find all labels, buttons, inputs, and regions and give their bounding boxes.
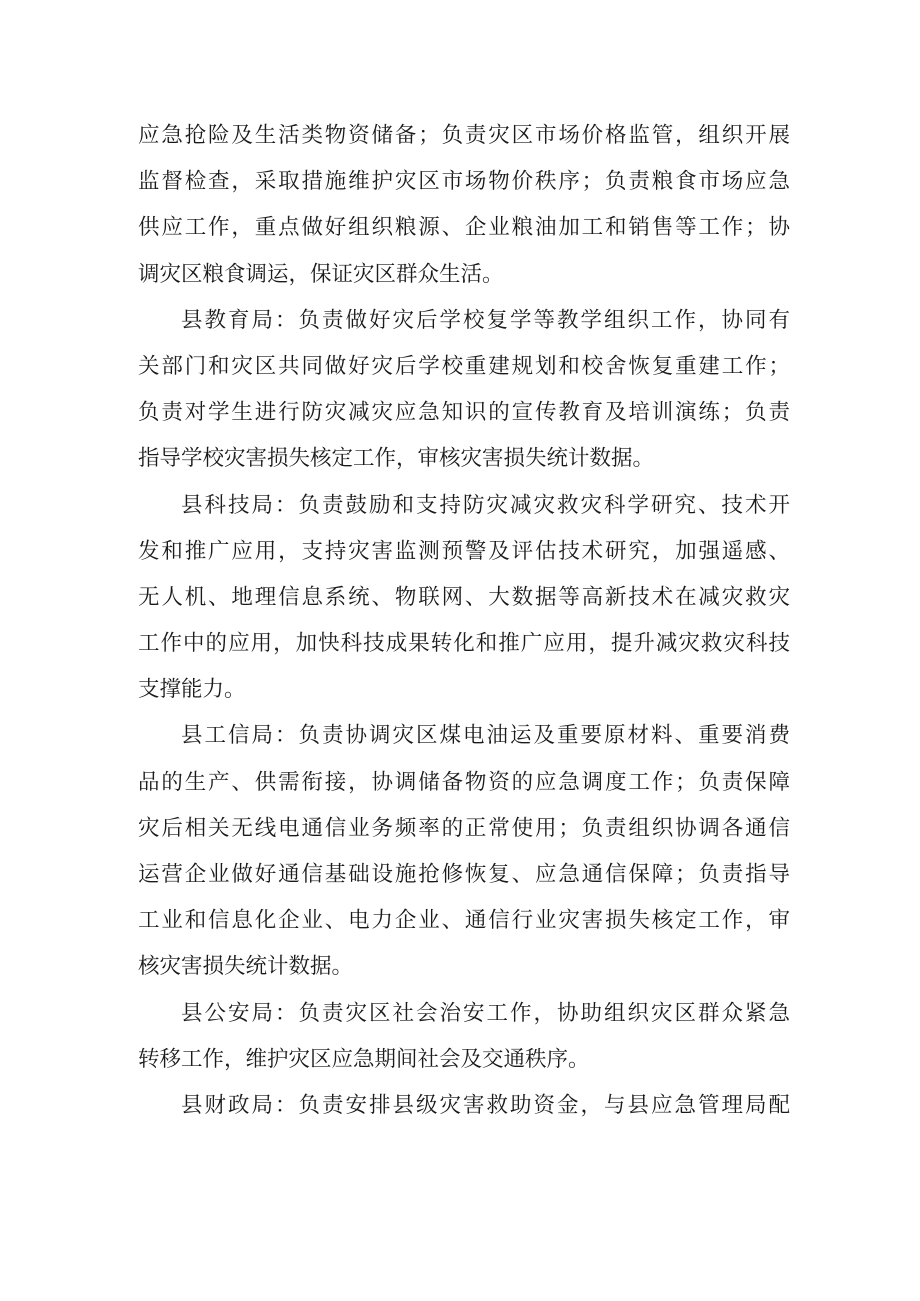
text-line: 品的生产、供需衔接，协调储备物资的应急调度工作；负责保障 [138, 769, 790, 795]
paragraph-start-line: 县教育局：负责做好灾后学校复学等教学组织工作，协同有 [181, 307, 790, 333]
text-line: 发和推广应用，支持灾害监测预警及评估技术研究，加强遥感、 [138, 538, 790, 564]
document-body [138, 113, 790, 1129]
text-line: 负责对学生进行防灾减灾应急知识的宣传教育及培训演练；负责 [138, 400, 790, 426]
paragraph-start-line: 县财政局：负责安排县级灾害救助资金，与县应急管理局配 [181, 1092, 790, 1118]
text-line: 关部门和灾区共同做好灾后学校重建规划和校舍恢复重建工作； [138, 353, 790, 379]
text-line: 监督检查，采取措施维护灾区市场物价秩序；负责粮食市场应急 [138, 169, 790, 195]
text-line: 支撑能力。 [138, 677, 246, 703]
text-line: 供应工作，重点做好组织粮源、企业粮油加工和销售等工作；协 [138, 215, 790, 241]
text-line: 工业和信息化企业、电力企业、通信行业灾害损失核定工作，审 [138, 908, 790, 934]
text-line: 核灾害损失统计数据。 [138, 954, 354, 980]
text-line: 工作中的应用，加快科技成果转化和推广应用，提升减灾救灾科技 [138, 631, 790, 657]
text-line: 运营企业做好通信基础设施抢修恢复、应急通信保障；负责指导 [138, 862, 790, 887]
paragraph-start-line: 县公安局：负责灾区社会治安工作，协助组织灾区群众紧急 [181, 1000, 790, 1026]
paragraph-start-line: 县科技局：负责鼓励和支持防灾减灾救灾科学研究、技术开 [181, 492, 790, 518]
paragraph-start-line: 县工信局：负责协调灾区煤电油运及重要原材料、重要消费 [181, 723, 790, 749]
text-line: 指导学校灾害损失核定工作，审核灾害损失统计数据。 [138, 446, 655, 472]
text-line: 应急抢险及生活类物资储备；负责灾区市场价格监管，组织开展 [138, 123, 790, 148]
text-line: 调灾区粮食调运，保证灾区群众生活。 [138, 261, 504, 287]
text-line: 无人机、地理信息系统、物联网、大数据等高新技术在减灾救灾 [138, 584, 790, 610]
text-line: 灾后相关无线电通信业务频率的正常使用；负责组织协调各通信 [138, 815, 790, 841]
text-line: 转移工作，维护灾区应急期间社会及交通秩序。 [138, 1046, 590, 1072]
